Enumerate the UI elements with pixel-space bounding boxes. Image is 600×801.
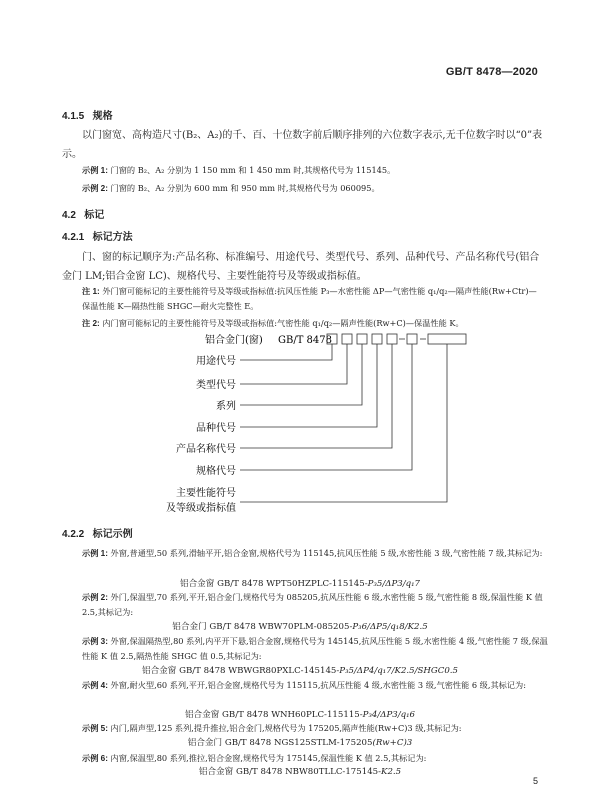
example-text: 门窗的 B₂、A₂ 分别为 1 150 mm 和 1 450 mm 时,其规格代号为 115145。 <box>110 165 396 175</box>
example-label: 示例 1: <box>82 166 108 175</box>
page-number: 5 <box>532 776 538 786</box>
example-text: 外窗,保温隔热型,80 系列,内平开下悬,铝合金窗,规格代号为 145145,抗风压性能 5 级,水密性能 4 级,气密性能 7 级,保温性能 K 值 2.5,隔热性能 SHGC 值 0.5,其标记为: <box>82 636 548 661</box>
leader-size <box>240 344 412 470</box>
marking-example-3 <box>82 634 552 663</box>
label-series: 系列 <box>216 401 236 412</box>
leader-type <box>240 344 347 384</box>
marking-example-4-code <box>0 708 600 720</box>
example-label: 示例 2: <box>82 184 108 193</box>
code-box-performance <box>428 334 466 344</box>
heading-4-2-2 <box>62 525 133 540</box>
example-label: 示例 6: <box>82 754 108 763</box>
label-product-name-code: 产品名称代号 <box>176 444 236 455</box>
example-label: 示例 1: <box>82 549 108 558</box>
code-box-series <box>357 334 367 344</box>
label-usage-code: 用途代号 <box>196 356 236 367</box>
section-title: 规格 <box>92 111 113 122</box>
mark-performance: P₃5/ΔP4/q₁7/K2.5/SHGC0.5 <box>339 666 459 676</box>
mark-prefix: 铝合金窗 GB/T 8478 WBWGR80PXLC-145145- <box>141 666 340 676</box>
marking-example-1-code <box>0 577 600 589</box>
label-size-code: 规格代号 <box>196 466 236 477</box>
example-label: 示例 5: <box>82 724 108 733</box>
example-label: 示例 2: <box>82 593 108 602</box>
note-label: 注 2: <box>82 319 100 328</box>
mark-performance: P₃4/ΔP3/q₁6 <box>362 710 416 720</box>
marking-example-1 <box>82 546 552 561</box>
label-type-code: 类型代号 <box>196 380 236 391</box>
mark-prefix: 铝合金窗 GB/T 8478 NBW80TLLC-175145- <box>198 767 382 777</box>
example-label: 示例 4: <box>82 681 108 690</box>
label-variety-code: 品种代号 <box>196 423 236 434</box>
example-text: 门窗的 B₂、A₂ 分别为 600 mm 和 950 mm 时,其规格代号为 060095。 <box>110 183 380 193</box>
mark-prefix: 铝合金门 GB/T 8478 WBW70PLM-085205- <box>172 622 353 632</box>
note-label: 注 1: <box>82 287 100 296</box>
code-box-type <box>342 334 352 344</box>
mark-performance: P₃5/ΔP3/q₁7 <box>367 579 421 589</box>
leader-performance <box>240 344 447 502</box>
marking-example-5-code <box>0 736 600 748</box>
section-title: 标记 <box>84 210 105 221</box>
marking-example-6-code <box>0 765 600 777</box>
standard-code-header: GB/T 8478—2020 <box>445 66 538 78</box>
label-performance-grade: 及等级或指标值 <box>166 503 236 514</box>
leader-usage <box>240 344 332 360</box>
marking-example-4 <box>82 678 552 693</box>
code-box-size <box>407 334 417 344</box>
example-text: 外门,保温型,70 系列,平开,铝合金门,规格代号为 085205,抗风压性能 6 级,水密性能 5 级,气密性能 8 级,保温性能 K 值 2.5,其标记为: <box>82 592 543 617</box>
marking-example-2-code <box>0 620 600 632</box>
code-boxes <box>327 334 466 344</box>
mark-prefix: 铝合金窗 GB/T 8478 WNH60PLC-115115- <box>184 710 363 720</box>
section-number: 4.2.2 <box>62 529 85 540</box>
mark-performance: (Rw+C)3 <box>372 738 413 748</box>
mark-performance: K2.5 <box>381 767 402 777</box>
paragraph-marking-order: 门、窗的标记顺序为:产品名称、标准编号、用途代号、类型代号、系列、品种代号、产品名称代号(铝合金门 LM;铝合金窗 LC)、规格代号、主要性能符号及等级或指标值。 <box>62 252 540 282</box>
section-number: 4.2.1 <box>62 232 85 243</box>
leader-variety <box>240 344 377 427</box>
note-text: 内门窗可能标记的主要性能符号及等级或指标值:气密性能 q₁/q₂—隔声性能(Rw+C)—保温性能 K。 <box>102 318 464 328</box>
mark-performance: P₃6/ΔP5/q₁8/K2.5 <box>352 622 428 632</box>
marking-example-2 <box>82 590 552 619</box>
leader-lines <box>240 344 447 502</box>
diagram-standard-number: GB/T 8478 <box>278 335 333 346</box>
section-title: 标记示例 <box>92 529 133 540</box>
example-text: 外窗,普通型,50 系列,滑轴平开,铝合金窗,规格代号为 115145,抗风压性能 5 级,水密性能 3 级,气密性能 7 级,其标记为: <box>110 548 543 558</box>
paragraph-spec-code: 以门窗宽、高构造尺寸(B₂、A₂)的千、百、十位数字前后顺序排列的六位数字表示,无千位数字时以“0”表示。 <box>62 130 543 160</box>
marking-example-3-code <box>0 664 600 676</box>
mark-prefix: 铝合金门 GB/T 8478 NGS125STLM-175205 <box>187 738 373 748</box>
section-number: 4.1.5 <box>62 111 85 122</box>
marking-example-5 <box>82 721 552 736</box>
note-text: 外门窗可能标记的主要性能符号及等级或指标值:抗风压性能 P₃—水密性能 ΔP—气密性能 q₁/q₂—隔声性能(Rw+Ctr)—保温性能 K—隔热性能 SHGC—耐火完整性 E。 <box>82 286 537 311</box>
mark-prefix: 铝合金窗 GB/T 8478 WPT50HZPLC-115145- <box>179 579 368 589</box>
marking-example-6 <box>82 751 552 766</box>
label-performance-symbol: 主要性能符号 <box>176 488 236 499</box>
example-text: 外窗,耐火型,60 系列,平开,铝合金窗,规格代号为 115115,抗风压性能 4 级,水密性能 3 级,气密性能 6 级,其标记为: <box>110 680 526 690</box>
example-text: 内窗,保温型,80 系列,推拉,铝合金窗,规格代号为 175145,保温性能 K 值 2.5,其标记为: <box>110 753 427 763</box>
diagram-labels <box>166 354 236 514</box>
code-box-product <box>387 334 397 344</box>
leader-series <box>240 344 362 405</box>
section-number: 4.2 <box>62 210 76 221</box>
diagram-product-name: 铝合金门(窗) <box>205 335 263 346</box>
code-box-variety <box>372 334 382 344</box>
example-label: 示例 3: <box>82 637 108 646</box>
example-text: 内门,隔声型,125 系列,提升推拉,铝合金门,规格代号为 175205,隔声性能(Rw+C)3 级,其标记为: <box>110 723 462 733</box>
section-title: 标记方法 <box>92 232 133 243</box>
